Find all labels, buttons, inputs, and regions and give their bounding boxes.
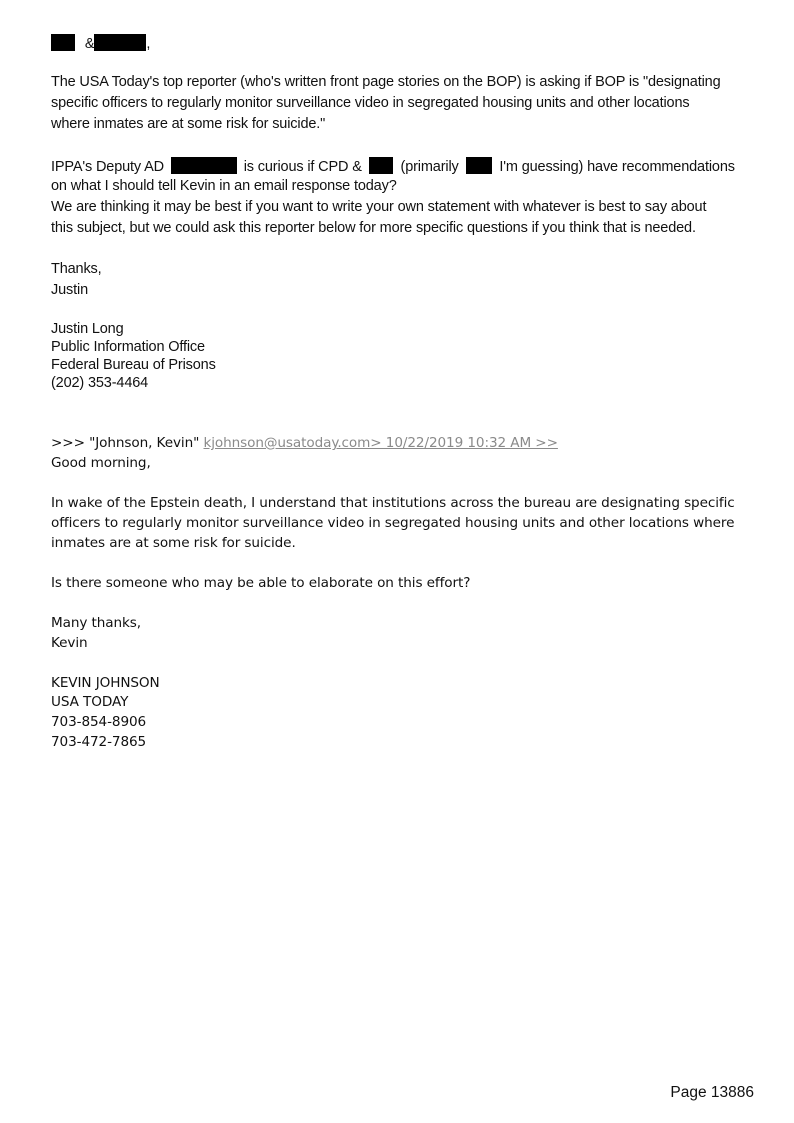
redaction-block <box>51 34 75 51</box>
redaction-block <box>94 34 146 51</box>
text-segment: I'm guessing) have recommendations <box>499 159 735 175</box>
body-line: on what I should tell Kevin in an email response today? <box>51 178 397 194</box>
text-segment: IPPA's Deputy AD <box>51 159 164 175</box>
quoted-body-line: In wake of the Epstein death, I understand that institutions across the bureau are designating specific <box>51 495 735 511</box>
salutation-ampersand: & <box>84 36 95 52</box>
quoted-body-line: Is there someone who may be able to elaborate on this effort? <box>51 575 471 591</box>
redaction-block <box>171 157 237 174</box>
signature-line: Federal Bureau of Prisons <box>51 357 216 373</box>
signature-line: Public Information Office <box>51 339 205 355</box>
signature-line: (202) 353-4464 <box>51 375 149 391</box>
page-number: Page 13886 <box>670 1084 754 1101</box>
salutation-comma: , <box>146 36 151 52</box>
body-line: where inmates are at some risk for suicide." <box>51 116 326 132</box>
quoted-signature-line: USA TODAY <box>51 694 129 710</box>
redaction-block <box>466 157 492 174</box>
quoted-signature-line: 703-472-7865 <box>51 734 147 750</box>
sender-email-link[interactable]: kjohnson@usatoday.com> 10/22/2019 10:32 AM >> <box>203 435 558 451</box>
body-line: We are thinking it may be best if you want to write your own statement with whatever is best to say about <box>51 199 707 215</box>
body-line-with-redactions <box>51 157 735 175</box>
closing: Thanks, <box>51 261 102 277</box>
quoted-signature-line: KEVIN JOHNSON <box>51 675 160 691</box>
closing-name: Justin <box>51 282 88 298</box>
quoted-greeting: Good morning, <box>51 455 151 471</box>
quoted-header <box>51 435 558 451</box>
body-line: specific officers to regularly monitor surveillance video in segregated housing units and other locations <box>51 95 690 111</box>
quoted-body-line: officers to regularly monitor surveillance video in segregated housing units and other locations where <box>51 515 735 531</box>
text-segment: (primarily <box>400 159 459 175</box>
body-line: this subject, but we could ask this reporter below for more specific questions if you think that is needed. <box>51 220 696 236</box>
redaction-block <box>369 157 393 174</box>
salutation-line <box>51 34 150 52</box>
text-segment: is curious if CPD & <box>243 159 362 175</box>
quoted-sender: >>> "Johnson, Kevin" <box>51 435 200 451</box>
quoted-closing-name: Kevin <box>51 635 88 651</box>
body-line: The USA Today's top reporter (who's written front page stories on the BOP) is asking if BOP is "designating <box>51 74 721 90</box>
signature-line: Justin Long <box>51 321 124 337</box>
quoted-signature-line: 703-854-8906 <box>51 714 147 730</box>
quoted-closing: Many thanks, <box>51 615 142 631</box>
quoted-body-line: inmates are at some risk for suicide. <box>51 535 296 551</box>
